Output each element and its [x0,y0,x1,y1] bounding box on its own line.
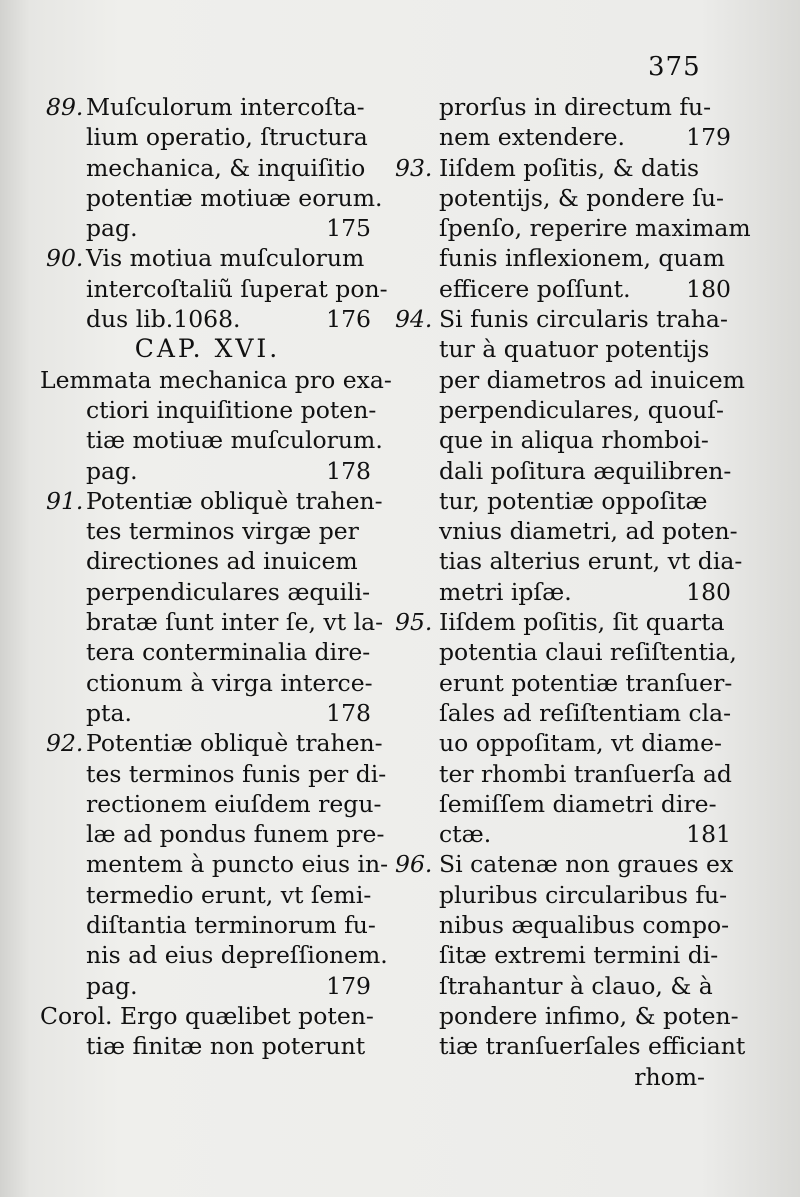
index-entry [40,365,392,486]
index-entry [40,486,384,728]
page-reference: 176 [326,305,371,334]
entry-line: tias alterius erunt, vt dia- [439,547,743,576]
entry-line: nis ad eius depreſſionem. [86,941,388,970]
page-number: 375 [648,52,701,82]
index-entry [395,607,735,849]
entry-line-with-page-ref [40,456,375,486]
entry-line: tiæ motiuæ muſculorum. [86,426,383,455]
entry-number: 92. [46,729,84,758]
page-reference: 181 [686,820,731,849]
page-reference: 179 [686,123,731,152]
entry-line: funis inflexionem, quam [439,244,725,273]
entry-line: termedio erunt, vt ſemi- [86,880,372,909]
index-entry [40,92,383,243]
entry-line: pluribus circularibus fu- [439,880,728,909]
entry-line: læ ad pondus funem pre- [86,820,385,849]
entry-line: intercoſtaliũ ſuperat pon- [86,274,388,303]
entry-line: rectionem eiuſdem regu- [86,789,382,818]
entry-line: ſpenſo, reperire maximam [439,214,751,243]
entry-line: ctiori inquiſitione poten- [86,395,377,424]
page-reference: 178 [326,456,371,485]
entry-line: ſitæ extremi termini di- [439,941,719,970]
entry-text: metri ipſæ. [439,577,572,606]
entry-line: que in aliqua rhomboi- [439,426,709,455]
entry-line: tes terminos virgæ per [86,517,359,546]
entry-line: tur à quatuor potentijs [439,335,710,364]
entry-line: tiæ finitæ non poterunt [86,1032,366,1061]
entry-text: pag. [86,456,138,485]
entry-line: potentijs, & pondere ſu- [439,183,724,212]
entry-line: dali poſitura æquilibren- [439,456,732,485]
index-entry [395,849,746,1061]
entry-line: nibus æqualibus compo- [439,911,730,940]
page-reference: 180 [686,274,731,303]
entry-line: tur, potentiæ oppoſitæ [439,486,708,515]
index-entry [395,153,751,304]
entry-line: Si funis circularis traha- [439,305,728,334]
entry-text: dus lib.1068. [86,305,241,334]
entry-line: potentiæ motiuæ eorum. [86,183,383,212]
entry-line: Potentiæ obliquè trahen- [86,729,383,758]
entry-line-with-page-ref [40,304,375,334]
entry-line: Lemmata mechanica pro exa- [40,365,392,394]
entry-line-with-page-ref [40,698,375,728]
entry-line: mentem à puncto eius in- [86,850,389,879]
entry-text: pag. [86,214,138,243]
entry-line-with-page-ref [395,819,735,849]
entry-text: efficere poſſunt. [439,274,631,303]
entry-line-with-page-ref [395,274,735,304]
entry-line: prorſus in directum fu- [439,93,712,121]
entry-text: pag. [86,971,138,1000]
entry-line: pondere infimo, & poten- [439,1001,739,1030]
entry-line: ſtrahantur à clauo, & à [439,971,713,1000]
page-reference: 180 [686,577,731,606]
entry-line: tera conterminalia dire- [86,638,371,667]
entry-line: ſemiſſem diametri dire- [439,789,717,818]
entry-line: directiones ad inuicem [86,547,358,576]
entry-line: Potentiæ obliquè trahen- [86,486,383,515]
entry-line-with-page-ref [40,971,375,1001]
entry-line: lium operatio, ſtructura [86,123,368,152]
entry-line-with-page-ref [395,577,735,607]
entry-line: diſtantia terminorum fu- [86,911,376,940]
index-entry [40,334,375,364]
index-entry [40,728,389,1001]
entry-number: 91. [46,486,84,515]
page-reference: 175 [326,214,371,243]
entry-number: 95. [395,608,433,637]
entry-line: ſales ad reſiſtentiam cla- [439,698,732,727]
left-column [40,92,392,1062]
index-entry [395,304,745,607]
page-reference: 179 [326,971,371,1000]
entry-line: mechanica, & inquiſitio [86,153,366,182]
entry-line: potentia claui reſiſtentia, [439,638,737,667]
entry-number: 94. [395,305,433,334]
entry-line: Iiſdem poſitis, & datis [439,153,700,182]
entry-line: ter rhombi tranſuerſa ad [439,759,732,788]
entry-number: 96. [395,850,433,879]
entry-number: 90. [46,244,84,273]
entry-line: perpendiculares æquili- [86,577,371,606]
entry-line: tes terminos funis per di- [86,759,387,788]
index-entry [395,92,735,153]
entry-line: Vis motiua muſculorum [86,244,365,273]
entry-line-with-page-ref [395,122,735,152]
entry-line: vnius diametri, ad poten- [439,517,738,546]
entry-text: pta. [86,698,132,727]
index-entry [40,243,388,334]
entry-line-with-page-ref [40,213,375,243]
entry-line: perpendiculares, quouſ- [439,395,724,424]
entry-line: erunt potentiæ tranſuer- [439,668,733,697]
entry-line: Muſculorum intercoſta- [86,93,365,121]
entry-number: 93. [395,153,433,182]
page-reference: 178 [326,698,371,727]
entry-line: per diametros ad inuicem [439,365,745,394]
entry-line: Corol. Ergo quælibet poten- [40,1001,374,1030]
entry-line: ctionum à virga interce- [86,668,373,697]
entry-line: bratæ ſunt inter ſe, vt la- [86,608,384,637]
chapter-heading: CAP. XVI. [134,334,281,364]
right-column [395,92,751,1092]
entry-text: ctæ. [439,820,492,849]
entry-text: nem extendere. [439,123,626,152]
entry-line: uo oppoſitam, vt diame- [439,729,722,758]
index-entry [40,1001,375,1062]
entry-number: 89. [46,93,84,121]
catchword: rhom- [634,1062,705,1091]
entry-line: tiæ tranſuerſales efficiant [439,1032,746,1061]
entry-line: Iiſdem poſitis, ſit quarta [439,608,725,637]
entry-line: Si catenæ non graues ex [439,850,734,879]
